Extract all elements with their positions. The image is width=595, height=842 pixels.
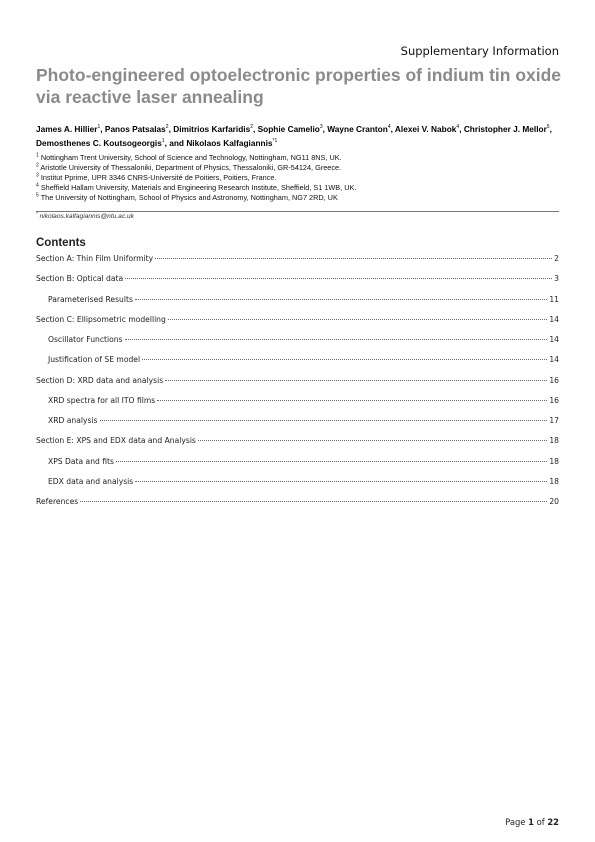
toc-entry-title: Section E: XPS and EDX data and Analysis (36, 436, 196, 446)
toc-entry-page: 18 (549, 476, 559, 486)
footer-total-pages: 22 (547, 817, 559, 827)
toc-entry-page: 11 (549, 294, 559, 304)
toc-entry-page: 3 (554, 274, 559, 284)
running-head: Supplementary Information (400, 44, 559, 58)
toc-entry-title: Section D: XRD data and analysis (36, 375, 164, 385)
toc-dot-leader (168, 319, 548, 320)
toc-entry-title: XRD spectra for all ITO films (48, 395, 156, 405)
toc-entry[interactable] (36, 274, 559, 286)
toc-entry[interactable] (36, 254, 559, 266)
toc-entry-title: Section C: Ellipsometric modelling (36, 314, 166, 324)
toc-entry[interactable] (36, 376, 559, 388)
paper-title: Photo-engineered optoelectronic properties of indium tin oxide via reactive laser annealing (36, 65, 562, 107)
author-name: Christopher J. Mellor (463, 124, 547, 134)
toc-entry-title: XPS Data and fits (48, 456, 114, 466)
author-affiliation-mark: 1 (97, 124, 101, 131)
author-separator: , (100, 124, 105, 134)
toc-entry-page: 2 (554, 254, 559, 263)
footer-current-page: 1 (528, 817, 534, 827)
toc-entry-page: 20 (549, 497, 559, 506)
footer-middle: of (533, 817, 548, 827)
affiliation-mark: 4 (36, 182, 39, 189)
toc-entry[interactable] (36, 335, 559, 347)
affiliation-text: Nottingham Trent University, School of Science and Technology, Nottingham, NG11 8NS, UK. (40, 153, 342, 162)
toc-entry-page: 14 (549, 335, 559, 344)
toc-entry[interactable] (36, 396, 559, 408)
toc-entry-title: EDX data and analysis (48, 476, 134, 486)
toc-entry[interactable] (36, 497, 559, 509)
affiliation-text: Institut Pprime, UPR 3346 CNRS-Université de Poitiers, Poitiers, France. (40, 173, 277, 182)
toc-entry-page: 14 (549, 355, 559, 365)
toc-entry-title: Section A: Thin Film Uniformity (36, 254, 154, 263)
affiliation-mark: 2 (36, 162, 39, 169)
affiliation-text: The University of Nottingham, School of Physics and Astronomy, Nottingham, NG7 2RD, UK (40, 193, 338, 202)
toc-entry[interactable] (36, 416, 559, 428)
toc-entry[interactable] (36, 295, 559, 307)
author-name: Nikolaos Kalfagiannis (186, 138, 273, 148)
author-separator: , (549, 124, 552, 134)
toc-entry[interactable] (36, 436, 559, 448)
author-affiliation-mark: 4 (456, 124, 460, 131)
toc-dot-leader (100, 420, 548, 421)
affiliation-line (36, 173, 566, 183)
author-name: Wayne Cranton (327, 124, 388, 134)
affiliation-line (36, 163, 566, 173)
author-separator: , (390, 124, 395, 134)
author-affiliation-mark: *1 (272, 138, 278, 145)
toc-dot-leader (165, 380, 547, 381)
toc-entry-page: 16 (549, 395, 559, 405)
footer-prefix: Page (505, 817, 529, 827)
toc-entry-title: Section B: Optical data (36, 274, 124, 284)
author-separator: , and (164, 138, 187, 148)
toc-dot-leader (135, 299, 547, 300)
toc-dot-leader (198, 440, 547, 441)
toc-dot-leader (135, 481, 547, 482)
author-affiliation-mark: 2 (165, 124, 169, 131)
toc-entry[interactable] (36, 457, 559, 469)
author-name: Demosthenes C. Koutsogeorgis (36, 138, 162, 148)
separator-rule (36, 211, 559, 212)
toc-entry[interactable] (36, 477, 559, 489)
affiliation-line (36, 153, 566, 163)
toc-entry-title: Parameterised Results (48, 294, 133, 304)
affiliation-line (36, 183, 566, 193)
author-list (36, 122, 566, 150)
affiliation-line (36, 193, 566, 203)
toc-dot-leader (80, 501, 547, 502)
toc-dot-leader (155, 258, 552, 259)
author-name: Alexei V. Nabok (394, 124, 457, 134)
author-affiliation-mark: 5 (546, 124, 550, 131)
correspondence-email[interactable]: nikolaos.kalfagiannis@ntu.ac.uk (39, 213, 134, 220)
author-name: Dimitrios Karfaridis (173, 124, 251, 134)
author-separator: , (168, 124, 174, 134)
toc-entry-title: References (36, 497, 79, 506)
author-name: Sophie Camelio (257, 124, 320, 134)
toc-dot-leader (125, 278, 552, 279)
toc-dot-leader (116, 461, 547, 462)
toc-entry-page: 17 (549, 416, 559, 425)
correspondence-note (36, 210, 134, 220)
author-affiliation-mark: 3 (319, 124, 323, 131)
page-footer (505, 817, 559, 827)
affiliation-text: Aristotle University of Thessaloniki, Department of Physics, Thessaloniki, GR-54124, Greece. (40, 163, 342, 172)
toc-entry-page: 18 (549, 456, 559, 466)
author-separator: , (322, 124, 328, 134)
author-separator: , (459, 124, 464, 134)
affiliation-list (36, 153, 566, 203)
toc-dot-leader (142, 359, 547, 360)
toc-entry-page: 18 (549, 436, 559, 446)
author-name: Panos Patsalas (104, 124, 166, 134)
author-affiliation-mark: 4 (387, 124, 391, 131)
toc-entry-title: XRD analysis (48, 416, 98, 425)
toc-entry-page: 16 (549, 375, 559, 385)
affiliation-mark: 5 (36, 192, 39, 199)
toc-dot-leader (125, 339, 548, 340)
affiliation-text: Sheffield Hallam University, Materials and Engineering Research Institute, Sheffield, S1 1WB, UK. (40, 183, 357, 192)
correspondence-mark: * (36, 210, 38, 216)
author-separator: , (252, 124, 258, 134)
affiliation-mark: 1 (36, 152, 39, 159)
toc-entry[interactable] (36, 315, 559, 327)
author-name: James A. Hillier (36, 124, 98, 134)
toc-entry-title: Oscillator Functions (48, 335, 123, 344)
author-affiliation-mark: 2 (250, 124, 253, 131)
toc-entry[interactable] (36, 355, 559, 367)
toc-entry-title: Justification of SE model (48, 355, 141, 365)
affiliation-mark: 3 (36, 172, 39, 179)
toc-dot-leader (157, 400, 547, 401)
toc-entry-page: 14 (549, 314, 559, 324)
author-affiliation-mark: 1 (161, 138, 165, 145)
contents-heading: Contents (36, 237, 86, 249)
